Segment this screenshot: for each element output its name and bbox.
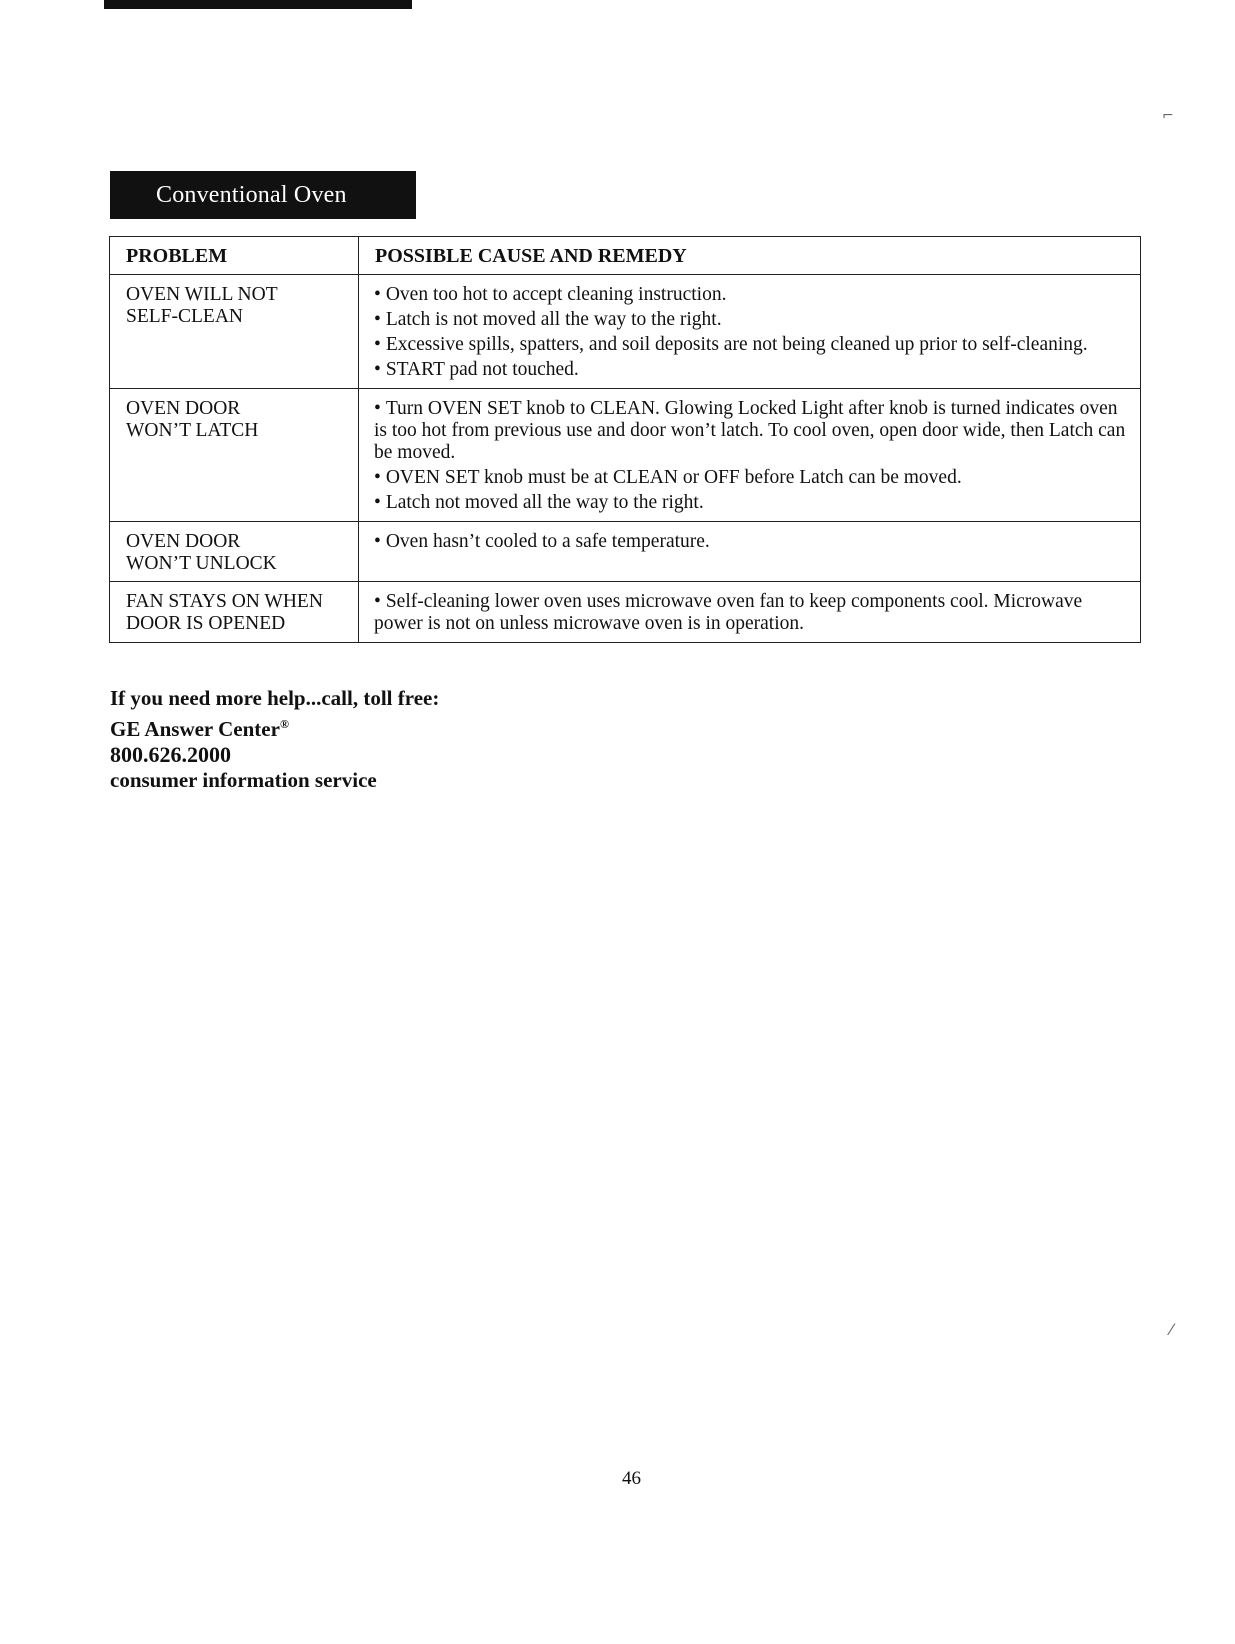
bullet-icon: • <box>374 309 381 330</box>
bullet-icon: • <box>374 591 381 612</box>
scan-mark-top-right: ⌐ <box>1162 108 1174 124</box>
help-contact-block <box>110 686 439 793</box>
consumer-info-line: consumer information service <box>110 767 377 792</box>
remedy-cell <box>359 275 1141 389</box>
remedy-cell <box>359 522 1141 582</box>
table-row <box>110 582 1141 643</box>
bullet-icon: • <box>374 467 381 488</box>
problem-text: WON’T LATCH <box>126 420 259 441</box>
section-title-banner: Conventional Oven <box>110 171 416 219</box>
problem-text: FAN STAYS ON WHEN <box>126 591 323 612</box>
table-header-row <box>110 237 1141 275</box>
phone-number: 800.626.2000 <box>110 742 231 767</box>
remedy-text: Latch is not moved all the way to the right. <box>385 309 722 330</box>
remedy-item <box>374 531 1126 553</box>
problem-text: WON’T UNLOCK <box>126 553 277 574</box>
cause-column-header: POSSIBLE CAUSE AND REMEDY <box>359 237 1141 275</box>
remedy-text: Self-cleaning lower oven uses microwave oven fan to keep components cool. Microwave power is not on unless microwave oven is in operation. <box>374 591 1083 634</box>
troubleshooting-table <box>109 236 1141 643</box>
bullet-icon: • <box>374 398 381 419</box>
table-row <box>110 275 1141 389</box>
remedy-cell <box>359 389 1141 522</box>
bullet-icon: • <box>374 359 381 380</box>
remedy-item <box>374 398 1126 464</box>
bullet-icon: • <box>374 334 381 355</box>
remedy-text: Latch not moved all the way to the right. <box>385 492 704 513</box>
bullet-icon: • <box>374 284 381 305</box>
remedy-text: Oven hasn’t cooled to a safe temperature. <box>385 531 710 552</box>
problem-text: DOOR IS OPENED <box>126 613 286 634</box>
remedy-item <box>374 359 1126 381</box>
bullet-icon: • <box>374 531 381 552</box>
answer-center-name: GE Answer Center <box>110 716 280 741</box>
remedy-text: START pad not touched. <box>385 359 579 380</box>
page-number: 46 <box>622 1468 641 1489</box>
scan-mark-right: ⁄ <box>1170 1320 1173 1339</box>
remedy-text: Turn OVEN SET knob to CLEAN. Glowing Locked Light after knob is turned indicates oven is too hot from previous use and door won’t latch. To cool oven, open door wide, then Latch can be moved. <box>374 398 1126 463</box>
problem-text: SELF-CLEAN <box>126 306 243 327</box>
problem-cell <box>110 275 359 389</box>
remedy-cell <box>359 582 1141 643</box>
problem-column-header: PROBLEM <box>110 237 359 275</box>
problem-text: OVEN DOOR <box>126 398 241 419</box>
remedy-item <box>374 309 1126 331</box>
problem-text: OVEN DOOR <box>126 531 241 552</box>
bullet-icon: • <box>374 492 381 513</box>
table-row <box>110 522 1141 582</box>
registered-mark: ® <box>279 716 289 731</box>
remedy-text: Oven too hot to accept cleaning instruction. <box>385 284 727 305</box>
problem-cell <box>110 582 359 643</box>
remedy-item <box>374 334 1126 356</box>
remedy-item <box>374 284 1126 306</box>
problem-text: OVEN WILL NOT <box>126 284 278 305</box>
top-rule-bar <box>104 0 412 9</box>
problem-cell <box>110 522 359 582</box>
remedy-text: Excessive spills, spatters, and soil deposits are not being cleaned up prior to self-cleaning. <box>385 334 1088 355</box>
table-row <box>110 389 1141 522</box>
remedy-item <box>374 467 1126 489</box>
remedy-text: OVEN SET knob must be at CLEAN or OFF before Latch can be moved. <box>385 467 962 488</box>
remedy-item <box>374 492 1126 514</box>
answer-center-line <box>110 712 439 743</box>
problem-cell <box>110 389 359 522</box>
help-call-line: If you need more help...call, toll free: <box>110 686 440 710</box>
remedy-item <box>374 591 1126 635</box>
